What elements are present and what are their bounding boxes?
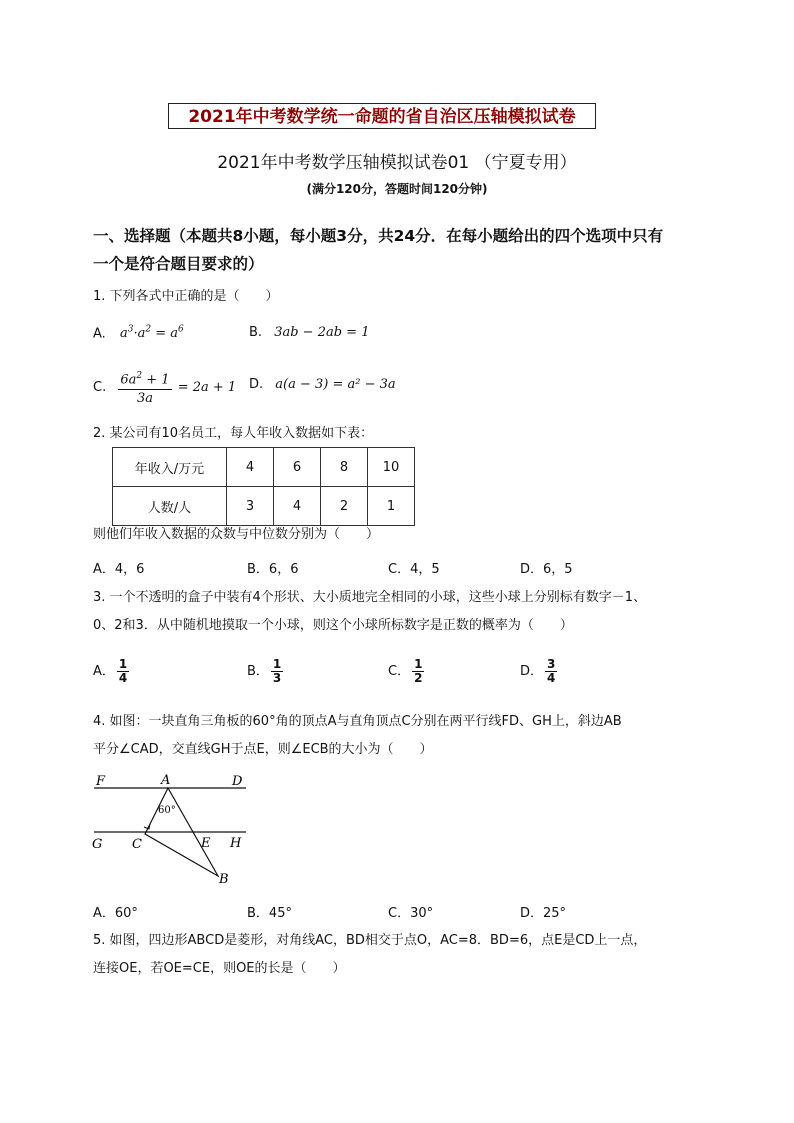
table-header-cell: 人数/人 [113,487,227,526]
label-c: C [132,837,142,852]
q2-option-b: B．6，6 [247,562,299,577]
label-e: E [201,836,211,851]
table-cell: 10 [368,448,415,487]
q4-option-d: D．25° [520,906,567,921]
q1-option-a-label: A. [93,326,106,342]
q5-line2: 连接OE，若OE=CE，则OE的长是（ ） [93,961,346,976]
label-a: A [161,773,171,788]
q3-option-c-label: C． [388,664,411,679]
table-row [113,448,415,487]
q2-option-c: C．4，5 [388,562,440,577]
triangle-parallel-lines-figure [88,770,258,890]
table-cell: 8 [321,448,368,487]
q1-option-c-rhs: = 2a + 1 [177,380,237,396]
q3-option-b-label: B． [247,664,269,679]
q4-option-b: B．45° [247,906,292,921]
exam-series-banner: 2021年中考数学统一命题的省自治区压轴模拟试卷 [168,103,596,129]
label-f: F [96,774,106,789]
q3-option-a-label: A． [93,664,115,679]
q3-a-denominator: 4 [118,671,128,685]
table-cell: 4 [274,487,321,526]
q3-b-numerator: 1 [272,657,282,671]
q3-option-d [520,658,559,685]
q3-c-numerator: 1 [414,657,423,671]
q1-option-c: C. $\frac{6a^2 + 1}{3a}$ = 2a + 1 [93,367,236,408]
q4-line1: 4. 如图：一块直角三角板的60°角的顶点A与直角顶点C分别在两平行线FD、GH上，斜边AB [93,714,622,729]
q3-option-c [388,658,426,685]
label-d: D [232,774,243,789]
q1-option-d-label: D. [249,377,264,392]
q3-option-a [93,658,131,685]
q4-line2: 平分∠CAD，交直线GH于点E，则∠ECB的大小为（ ） [93,742,433,757]
table-header-cell: 年收入/万元 [113,448,227,487]
q3-a-numerator: 1 [118,657,128,671]
label-b: B [219,872,229,887]
q1-option-a: A. $a^3\cdot a^2 = a^6$ [93,325,184,342]
angle-label: 60° [158,805,176,816]
q1-option-b-label: B. [249,325,263,340]
section-heading [93,222,713,278]
q4-option-c: C．30° [388,906,434,921]
q2-option-d: D．6，5 [520,562,573,577]
q3-c-denominator: 2 [414,671,423,685]
q1-option-b-expr: 3ab − 2ab = 1 [274,325,370,340]
section-heading-line2: 一个是符合题目要求的） [93,255,264,273]
q3-d-denominator: 4 [547,671,556,685]
income-table [112,447,415,526]
q1-option-b [249,325,369,340]
section-heading-line1: 一、选择题（本题共8小题，每小题3分，共24分．在每小题给出的四个选项中只有 [93,227,664,245]
table-row [113,487,415,526]
page-title: 2021年中考数学压轴模拟试卷01 （宁夏专用） [217,153,577,173]
q2-option-a: A．4，6 [93,562,145,577]
table-cell: 6 [274,448,321,487]
q4-option-a: A．60° [93,906,138,921]
table-cell: 1 [368,487,415,526]
q5-line1: 5. 如图，四边形ABCD是菱形，对角线AC，BD相交于点O，AC=8．BD=6，点E是CD上一点， [93,933,647,948]
table-cell: 3 [227,487,274,526]
q4-stem [93,708,713,764]
table-cell: 2 [321,487,368,526]
label-h: H [230,836,242,851]
q3-line2: 0、2和3．从中随机地摸取一个小球，则这个小球所标数字是正数的概率为（ ） [93,618,573,633]
q1-stem: 1. 下列各式中正确的是（ ） [93,289,279,304]
q1-option-d [249,377,396,392]
q1-option-c-label: C. [93,380,107,396]
q1-option-d-expr: a(a − 3) = a² − 3a [275,377,396,392]
q3-option-d-label: D． [520,664,544,679]
label-g: G [92,837,103,852]
q3-line1: 3. 一个不透明的盒子中装有4个形状、大小质地完全相同的小球，这些小球上分别标有数字－1、 [93,590,647,605]
table-cell: 4 [227,448,274,487]
q2-question: 则他们年收入数据的众数与中位数分别为（ ） [93,527,380,542]
q2-stem: 2. 某公司有10名员工，每人年收入数据如下表： [93,426,374,441]
page-subtitle: (满分120分，答题时间120分钟) [306,182,488,196]
q5-stem [93,927,713,983]
q3-option-b [247,658,285,685]
q3-b-denominator: 3 [272,671,282,685]
q3-d-numerator: 3 [547,657,556,671]
q3-stem [93,584,713,640]
